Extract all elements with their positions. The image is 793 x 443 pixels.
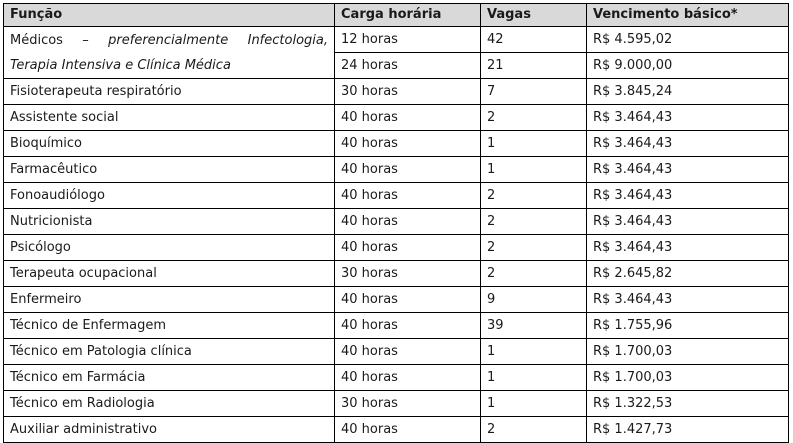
table-cell-vencimento: R$ 3.464,43: [587, 183, 789, 209]
table-cell-vagas: 39: [481, 313, 587, 339]
table-cell-vencimento: R$ 4.595,02: [587, 27, 789, 53]
header-vencimento: Vencimento básico*: [587, 4, 789, 27]
header-row: [4, 4, 789, 27]
table-cell-funcao: Psicólogo: [4, 235, 335, 261]
table-cell-funcao: Auxiliar administrativo: [4, 417, 335, 443]
table-cell-carga: 40 horas: [335, 131, 481, 157]
table-cell-carga: 40 horas: [335, 157, 481, 183]
table-cell-vagas: 21: [481, 53, 587, 79]
table-cell-vagas: 1: [481, 365, 587, 391]
table-cell-vencimento: R$ 3.464,43: [587, 209, 789, 235]
vacancies-table: [3, 3, 789, 443]
table-cell-vencimento: R$ 1.322,53: [587, 391, 789, 417]
table-row: [4, 391, 789, 417]
table-cell-vencimento: R$ 1.427,73: [587, 417, 789, 443]
table-row: [4, 209, 789, 235]
table-row: [4, 313, 789, 339]
table-cell-carga: 40 horas: [335, 235, 481, 261]
medicos-prefix: Médicos –: [10, 32, 89, 48]
table-row: [4, 183, 789, 209]
table-cell-funcao: Enfermeiro: [4, 287, 335, 313]
table-cell-vagas: 1: [481, 339, 587, 365]
table-row: [4, 365, 789, 391]
table-cell-vagas: 42: [481, 27, 587, 53]
table-cell-carga: 40 horas: [335, 339, 481, 365]
header-funcao: Função: [4, 4, 335, 27]
table-cell-funcao: Assistente social: [4, 105, 335, 131]
table-cell-vencimento: R$ 1.755,96: [587, 313, 789, 339]
table-cell-vagas: 2: [481, 261, 587, 287]
table-cell-carga: 40 horas: [335, 313, 481, 339]
table-cell-carga: 30 horas: [335, 261, 481, 287]
table-cell-carga: 40 horas: [335, 365, 481, 391]
table-cell-funcao: Terapeuta ocupacional: [4, 261, 335, 287]
table-cell-vencimento: R$ 3.464,43: [587, 235, 789, 261]
medicos-funcao-cell: [4, 27, 335, 79]
table-cell-funcao: Técnico em Radiologia: [4, 391, 335, 417]
table-cell-funcao: Bioquímico: [4, 131, 335, 157]
table-cell-carga: 40 horas: [335, 183, 481, 209]
table-cell-vagas: 2: [481, 417, 587, 443]
table-cell-vagas: 7: [481, 79, 587, 105]
table-row: [4, 157, 789, 183]
table-cell-vencimento: R$ 3.845,24: [587, 79, 789, 105]
table-row: [4, 105, 789, 131]
table-cell-funcao: Fonoaudiólogo: [4, 183, 335, 209]
table-cell-vagas: 2: [481, 183, 587, 209]
table-cell-vencimento: R$ 2.645,82: [587, 261, 789, 287]
table-cell-vagas: 2: [481, 209, 587, 235]
medicos-row: [4, 27, 789, 53]
table-cell-carga: 12 horas: [335, 27, 481, 53]
table-row: [4, 131, 789, 157]
table-cell-carga: 30 horas: [335, 79, 481, 105]
table-row: [4, 417, 789, 443]
table-cell-vencimento: R$ 1.700,03: [587, 339, 789, 365]
table-cell-vagas: 2: [481, 105, 587, 131]
table-cell-vencimento: R$ 9.000,00: [587, 53, 789, 79]
medicos-specialties-1: preferencialmente Infectologia,: [108, 32, 328, 48]
table-cell-funcao: Técnico em Patologia clínica: [4, 339, 335, 365]
table-cell-vagas: 1: [481, 131, 587, 157]
table-row: [4, 79, 789, 105]
table-cell-vagas: 1: [481, 157, 587, 183]
table-cell-carga: 40 horas: [335, 287, 481, 313]
medicos-line-1: [10, 28, 328, 53]
table-cell-funcao: Técnico em Farmácia: [4, 365, 335, 391]
table-cell-vencimento: R$ 3.464,43: [587, 105, 789, 131]
header-carga: Carga horária: [335, 4, 481, 27]
table-cell-carga: 40 horas: [335, 417, 481, 443]
table-row: [4, 339, 789, 365]
table-cell-funcao: Fisioterapeuta respiratório: [4, 79, 335, 105]
table-cell-carga: 40 horas: [335, 209, 481, 235]
table-cell-carga: 24 horas: [335, 53, 481, 79]
table-cell-carga: 40 horas: [335, 105, 481, 131]
table-cell-vagas: 9: [481, 287, 587, 313]
table-cell-vencimento: R$ 3.464,43: [587, 287, 789, 313]
medicos-specialties-2: Terapia Intensiva e Clínica Médica: [10, 57, 231, 73]
table-cell-vagas: 1: [481, 391, 587, 417]
table-cell-funcao: Farmacêutico: [4, 157, 335, 183]
table-cell-funcao: Nutricionista: [4, 209, 335, 235]
table-cell-carga: 30 horas: [335, 391, 481, 417]
table-cell-vencimento: R$ 3.464,43: [587, 131, 789, 157]
table-cell-funcao: Técnico de Enfermagem: [4, 313, 335, 339]
table-row: [4, 235, 789, 261]
table-cell-vagas: 2: [481, 235, 587, 261]
table-cell-vencimento: R$ 1.700,03: [587, 365, 789, 391]
table-row: [4, 261, 789, 287]
header-vagas: Vagas: [481, 4, 587, 27]
medicos-line-2: [10, 53, 328, 78]
table-cell-vencimento: R$ 3.464,43: [587, 157, 789, 183]
table-row: [4, 287, 789, 313]
